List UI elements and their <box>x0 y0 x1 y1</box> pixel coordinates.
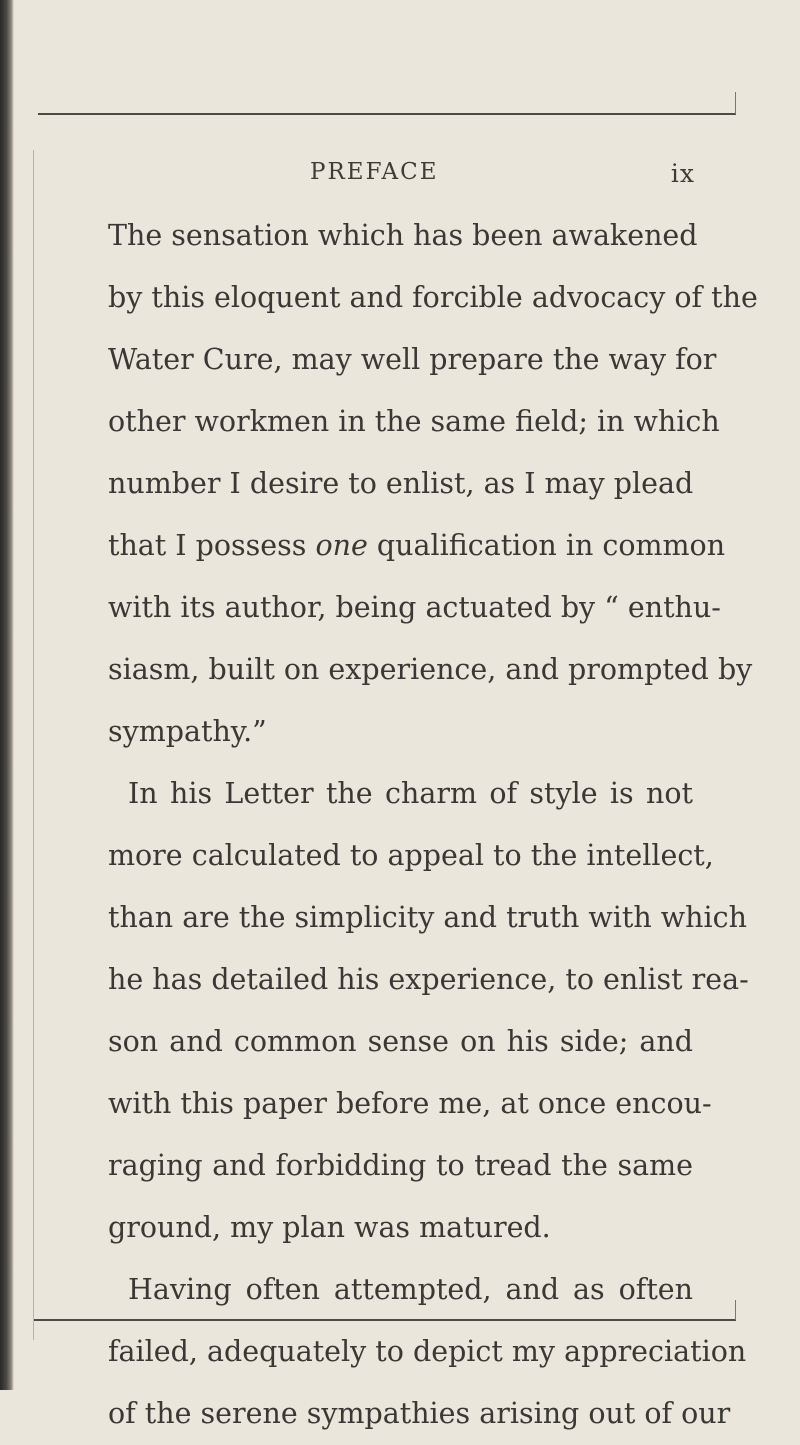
text-line: number I desire to enlist, as I may plead <box>108 467 694 500</box>
text-line: Water Cure, may well prepare the way for <box>108 343 717 376</box>
text-segment: that I possess <box>108 529 316 562</box>
text-line: son and common sense on his side; and <box>108 1025 693 1058</box>
running-head: PREFACE <box>310 159 439 185</box>
text-line: ground, my plan was matured. <box>108 1211 551 1244</box>
italic-word: one <box>315 529 368 562</box>
text-line <box>108 515 726 577</box>
text-line: with this paper before me, at once encou- <box>108 1087 712 1120</box>
text-line: failed, adequately to depict my appreciation <box>108 1335 747 1368</box>
text-line: The sensation which has been awakened <box>108 219 698 252</box>
page-header <box>210 157 695 193</box>
page-number: ix <box>670 159 695 188</box>
top-rule-corner <box>735 92 736 114</box>
text-line: by this eloquent and forcible advocacy of the <box>108 281 758 314</box>
text-line: with its author, being actuated by “ enthu- <box>108 591 721 624</box>
text-line: other workmen in the same field; in which <box>108 405 720 438</box>
text-line: In his Letter the charm of style is not <box>128 777 693 810</box>
text-line: he has detailed his experience, to enlist rea- <box>108 963 749 996</box>
book-binding-shadow <box>0 0 14 1390</box>
text-line: Having often attempted, and as often <box>128 1273 693 1306</box>
text-line: sympathy.” <box>108 715 267 748</box>
body-text <box>108 205 758 1445</box>
bottom-rule-corner <box>735 1300 736 1320</box>
text-segment: qualification in common <box>367 529 726 562</box>
text-line: more calculated to appeal to the intellect, <box>108 839 714 872</box>
text-line: siasm, built on experience, and prompted by <box>108 653 753 686</box>
text-line: raging and forbidding to tread the same <box>108 1149 693 1182</box>
text-line: than are the simplicity and truth with which <box>108 901 747 934</box>
top-rule <box>38 113 736 115</box>
text-line: of the serene sympathies arising out of our <box>108 1397 731 1430</box>
gutter-line <box>33 150 34 1340</box>
